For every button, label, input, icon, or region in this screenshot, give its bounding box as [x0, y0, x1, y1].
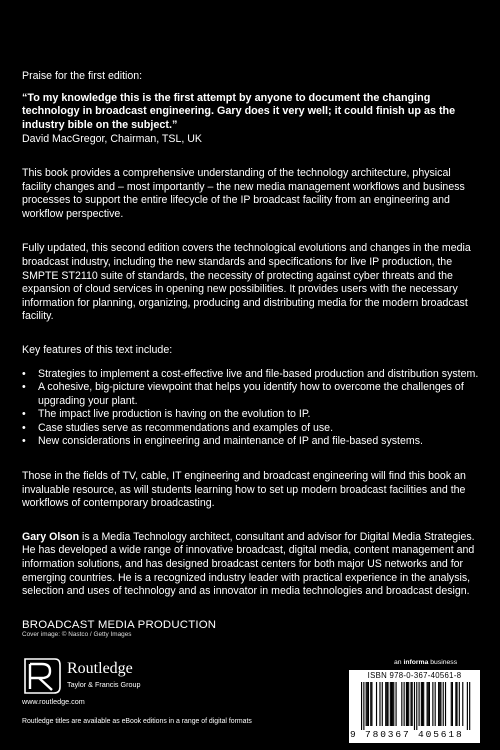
praise-heading: Praise for the first edition: — [22, 70, 143, 82]
publisher-name: Routledge — [67, 660, 133, 677]
barcode-bar — [407, 682, 408, 726]
barcode-bar — [392, 682, 393, 726]
barcode-bar — [452, 682, 453, 726]
barcode-bar — [370, 682, 371, 726]
bullet-icon: • — [22, 367, 26, 380]
isbn-label: ISBN 978-0-367-40561-8 — [367, 671, 462, 680]
barcode-bar — [379, 682, 380, 726]
barcode-bar — [421, 682, 422, 726]
barcode-bar — [443, 682, 444, 726]
barcode-bar — [386, 682, 387, 726]
back-cover-text — [22, 70, 480, 631]
barcode-bar — [393, 682, 394, 726]
list-item: • Case studies serve as recommendations and examples of use. — [22, 421, 334, 434]
barcode-bar — [427, 682, 428, 726]
barcode-left-digits: 780367 — [365, 729, 411, 740]
barcode-bar — [414, 682, 415, 730]
barcode-bar — [455, 682, 456, 726]
series-name: BROADCAST MEDIA PRODUCTION — [22, 618, 217, 631]
barcode-bar — [361, 682, 362, 730]
publisher-url[interactable]: www.routledge.com — [22, 697, 85, 706]
audience-paragraph: Those in the fields of TV, cable, IT engineering and broadcast engineering will find this book an invaluable resource, as will students learning how to set up modern broadcast facilities and the workflows of contemporary broadcasting. — [22, 470, 466, 510]
barcode-bar — [412, 682, 413, 726]
barcode-bar — [435, 682, 436, 726]
bullet-icon: • — [22, 381, 26, 394]
barcode-bar — [404, 682, 405, 726]
barcode-bar — [438, 682, 439, 726]
barcode-bar — [432, 682, 433, 726]
list-item: • Strategies to implement a cost-effective live and file-based production and distribution system. — [22, 367, 479, 380]
publisher-group: Taylor & Francis Group — [67, 680, 141, 689]
barcode-bar — [382, 682, 383, 726]
barcode-bar — [429, 682, 430, 726]
barcode-bar — [385, 682, 386, 726]
barcode-bar — [390, 682, 391, 726]
features-list — [22, 368, 480, 450]
informa-brand: informa — [403, 659, 429, 666]
barcode-first-digit: 9 — [350, 729, 356, 740]
barcode-bar — [467, 682, 468, 730]
barcode-bar — [376, 682, 377, 726]
barcode-right-digits: 405618 — [418, 729, 464, 740]
barcode-bar — [408, 682, 409, 726]
barcode-bar — [423, 682, 424, 726]
second-edition-paragraph: Fully updated, this second edition covers the technological evolutions and changes in the media broadcast industry, including the new standards and specifications for live IP production, the SMPTE ST2110 suite of standards, the necessity of protecting against cyber threats and the expansion of cloud services in opening new possibilities. It provides users with the necessary information for planning, organizing, producing and distributing media for the modern broadcast facility. — [22, 242, 471, 323]
barcode-bar — [469, 682, 470, 730]
list-item: • New considerations in engineering and maintenance of IP and file-based systems. — [22, 435, 423, 448]
barcode-bar — [428, 682, 429, 726]
barcode-bar — [391, 682, 392, 726]
author-name: Gary Olson — [22, 530, 80, 543]
barcode-bars — [355, 682, 474, 730]
list-item: • The impact live production is having on the evolution to IP. — [22, 408, 311, 421]
barcode-bar — [410, 682, 411, 726]
bullet-icon: • — [22, 435, 26, 448]
bullet-icon: • — [22, 421, 26, 434]
barcode-bar — [422, 682, 423, 726]
barcode-bar — [462, 682, 463, 726]
intro-paragraph: This book provides a comprehensive understanding of the technology architecture, physical facility changes and – most importantly – the new media management workflows and business processes to support the entire lifecycle of the IP broadcast facility from an engineering and workflow perspective. — [22, 166, 465, 220]
barcode-bar — [363, 682, 364, 730]
ebook-note: Routledge titles are available as eBook editions in a range of digital formats — [22, 718, 252, 725]
barcode-bar — [406, 682, 407, 726]
author-bio: Gary Olson is a Media Technology architect, consultant and advisor for Digital Media Strategies. He has developed a wide range of innovative broadcast, digital media, content management and information solutions, and has designed broadcast centers for both major US networks and for emerging countries. He is a recognized industry leader with practical experience in the analysis, selection and uses of technology and as innovator in media technologies and broadcast design. — [22, 530, 475, 598]
barcode-bar — [396, 682, 397, 726]
barcode-bar — [440, 682, 441, 726]
barcode-bar — [366, 682, 367, 726]
barcode-bar — [401, 682, 402, 726]
barcode-bar — [368, 682, 369, 726]
barcode-bar — [416, 682, 417, 730]
isbn-barcode — [349, 670, 480, 743]
barcode-bar — [456, 682, 457, 726]
key-features-heading: Key features of this text include: — [22, 343, 173, 356]
barcode-bar — [371, 682, 372, 726]
barcode-bar — [367, 682, 368, 726]
praise-quote: “To my knowledge this is the first attempt by anyone to document the changing technology in broadcast engineering. Gary does it very well; it could finish up as the industry bible on the subject.” — [22, 91, 456, 131]
informa-label: an informa business — [394, 659, 458, 666]
bullet-icon: • — [22, 408, 26, 421]
barcode-bar — [387, 682, 388, 726]
barcode-bar — [445, 682, 446, 726]
barcode-bar — [459, 682, 460, 726]
barcode-bar — [451, 682, 452, 726]
cover-credit: Cover image: © Nastco / Getty Images — [22, 631, 132, 638]
barcode-bar — [439, 682, 440, 726]
routledge-logo-icon — [22, 657, 62, 695]
quote-attribution: David MacGregor, Chairman, TSL, UK — [22, 133, 202, 146]
barcode-bar — [419, 682, 420, 726]
list-item: • A cohesive, big-picture viewpoint that helps you identify how to overcome the challenges of upgrading your plant. — [22, 381, 464, 407]
